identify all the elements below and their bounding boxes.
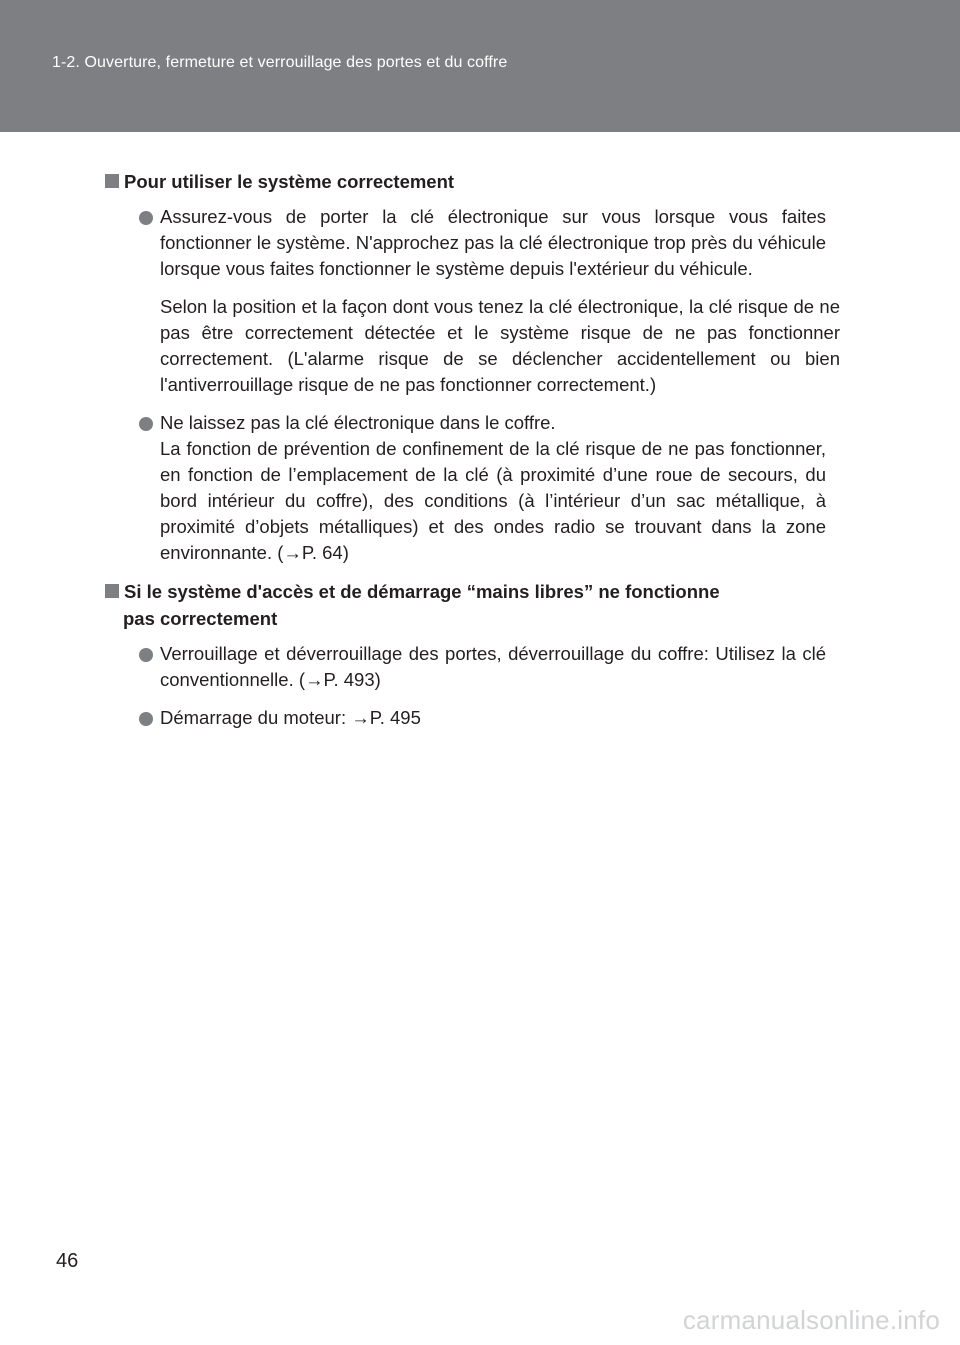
round-bullet-icon <box>139 712 153 726</box>
bullet-item <box>104 705 840 731</box>
explanation-paragraph <box>104 294 840 398</box>
section-heading-text: Si le système d'accès et de démarrage “mains libres” ne fonctionne <box>124 581 720 602</box>
bullet-text: Assurez-vous de porter la clé électronique sur vous lorsque vous faites fonctionner le système. N'approchez pas la clé électronique trop près du véhicule lorsque vous faites fonctionner le système depuis l'extérieur du véhicule. <box>160 206 826 279</box>
bullet-item <box>104 410 840 436</box>
round-bullet-icon <box>139 648 153 662</box>
bullet-text: Verrouillage et déverrouillage des portes, déverrouillage du coffre: Utilisez la clé conventionnelle. (→P. 493) <box>160 643 826 690</box>
watermark: carmanualsonline.info <box>682 1305 940 1335</box>
chapter-title: 1-2. Ouverture, fermeture et verrouillage des portes et du coffre <box>52 54 508 71</box>
bullet-text: Ne laissez pas la clé électronique dans le coffre. <box>160 412 556 433</box>
section-heading-correct-use <box>104 168 840 195</box>
round-bullet-icon <box>139 417 153 431</box>
bullet-item <box>104 204 826 282</box>
paragraph-text: Selon la position et la façon dont vous tenez la clé électronique, la clé risque de ne pas être correctement détectée et le système risque de ne pas fonctionner correctement. (L'alarme risque de se déclencher accidentellement ou bien l'antiverrouillage risque de ne pas fonctionner correctement.) <box>160 296 840 395</box>
paragraph-text: La fonction de prévention de confinement de la clé risque de ne pas fonctionner, en fonction de l’emplacement de la clé (à proximité d’une roue de secours, du bord intérieur du coffre), des conditions (à l’intérieur d’un sac métallique, à proximité d’objets métalliques) et des ondes radio se trouvant dans la zone environnante. (→P. 64) <box>160 438 826 563</box>
square-bullet-icon <box>105 174 119 188</box>
bullet-text: Démarrage du moteur: →P. 495 <box>160 707 421 728</box>
explanation-paragraph <box>104 436 826 566</box>
section-heading-text: Pour utiliser le système correctement <box>124 171 455 192</box>
section-heading-malfunction <box>104 578 840 632</box>
page-content <box>104 168 840 731</box>
section-heading-text-line2: pas correctement <box>123 608 278 629</box>
page-number: 46 <box>56 1250 79 1272</box>
round-bullet-icon <box>139 211 153 225</box>
bullet-item <box>104 641 826 693</box>
page-header <box>0 0 960 132</box>
square-bullet-icon <box>105 584 119 598</box>
